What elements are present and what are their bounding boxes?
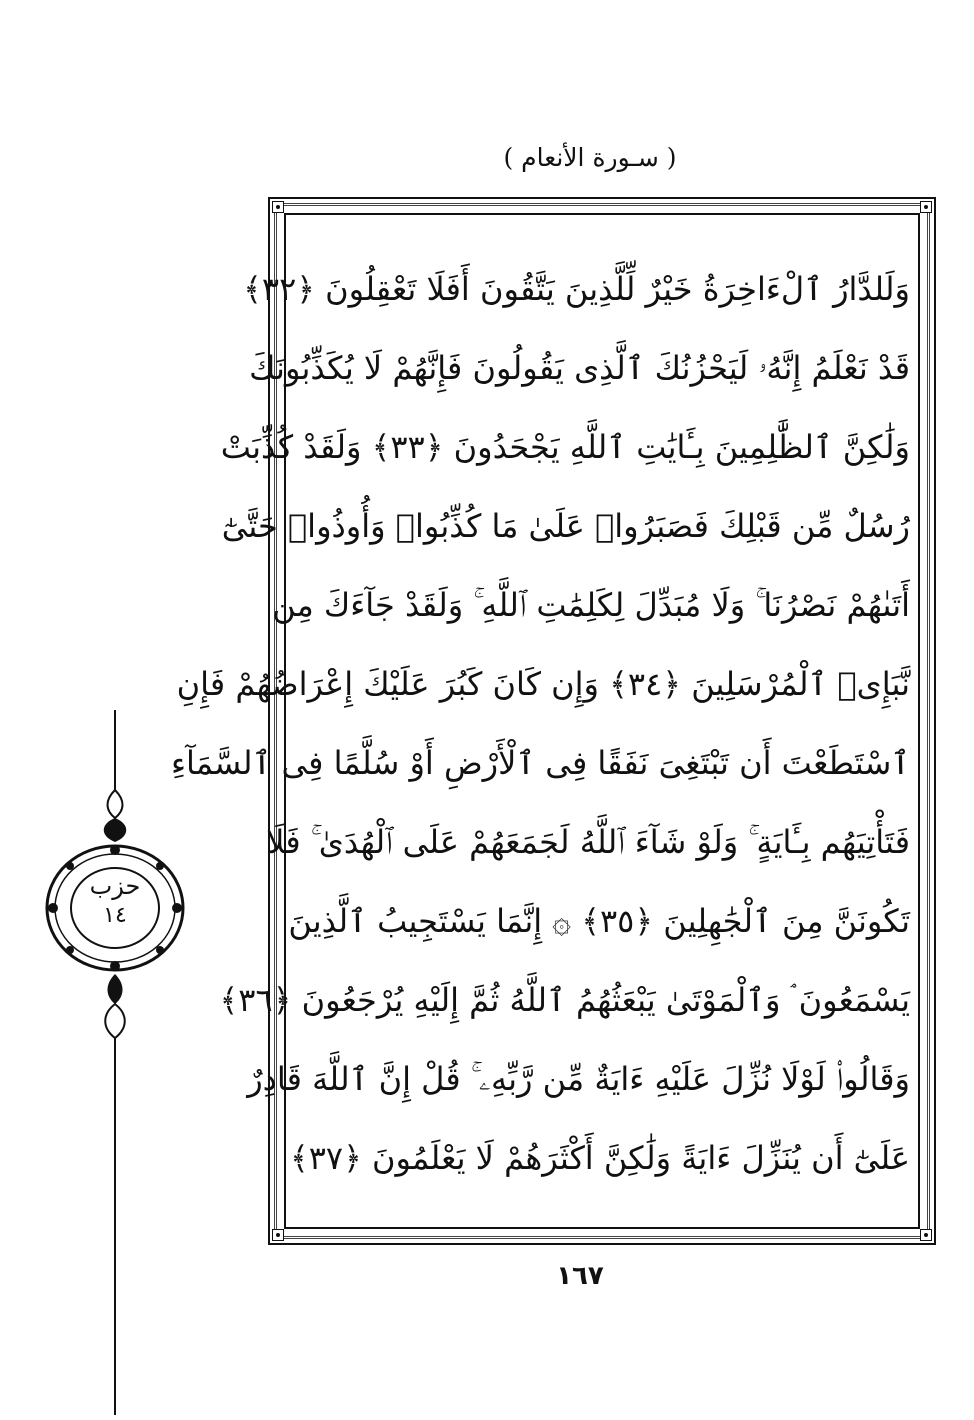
corner-ornament-top-left: [272, 201, 284, 213]
hizb-number: ١٤: [103, 903, 127, 928]
verse-text-block: [170, 250, 910, 1200]
surah-header: ( سـورة الأنعام ): [503, 143, 677, 172]
verse-line: قَدْ نَعْلَمُ إِنَّهُۥ لَيَحْزُنُكَ ٱلَّذِى يَقُولُونَ فَإِنَّهُمْ لَا يُكَذِّبُونَكَ: [249, 349, 910, 387]
verse-line: وَلَلدَّارُ ٱلْءَاخِرَةُ خَيْرٌ لِّلَّذِينَ يَتَّقُونَ أَفَلَا تَعْقِلُونَ ﴿٣٢﴾: [243, 270, 910, 308]
verse-line: رُسُلٌ مِّن قَبْلِكَ فَصَبَرُوا۟ عَلَىٰ مَا كُذِّبُوا۟ وَأُوذُوا۟ حَتَّىٰٓ: [221, 507, 910, 545]
verse-line: أَتَىٰهُمْ نَصْرُنَا ۚ وَلَا مُبَدِّلَ لِكَلِمَٰتِ ٱللَّهِ ۚ وَلَقَدْ جَآءَكَ مِن: [272, 586, 910, 624]
verse-line: وَقَالُوا۟ لَوْلَا نُزِّلَ عَلَيْهِ ءَايَةٌ مِّن رَّبِّهِۦ ۚ قُلْ إِنَّ ٱللَّهَ قَادِرٌ: [247, 1060, 910, 1098]
verse-line: وَلَٰكِنَّ ٱلظَّٰلِمِينَ بِـَٔايَٰتِ ٱللَّهِ يَجْحَدُونَ ﴿٣٣﴾ وَلَقَدْ كُذِّبَتْ: [220, 428, 910, 466]
verse-line: ٱسْتَطَعْتَ أَن تَبْتَغِىَ نَفَقًا فِى ٱلْأَرْضِ أَوْ سُلَّمًا فِى ٱلسَّمَآءِ: [170, 744, 910, 782]
verse-line: عَلَىٰٓ أَن يُنَزِّلَ ءَايَةً وَلَٰكِنَّ أَكْثَرَهُمْ لَا يَعْلَمُونَ ﴿٣٧﴾: [289, 1139, 910, 1177]
hizb-marker: [70, 870, 160, 940]
corner-ornament-bottom-right: [920, 1229, 932, 1241]
hizb-label: حزب: [89, 872, 141, 900]
verse-line: يَسْمَعُونَ ۘ وَٱلْمَوْتَىٰ يَبْعَثُهُمُ ٱللَّهُ ثُمَّ إِلَيْهِ يُرْجَعُونَ ﴿٣٦﴾: [219, 981, 910, 1019]
corner-ornament-bottom-left: [272, 1229, 284, 1241]
hizb-medallion-icon: [30, 700, 200, 1420]
corner-ornament-top-right: [920, 201, 932, 213]
verse-line: فَتَأْتِيَهُم بِـَٔايَةٍ ۚ وَلَوْ شَآءَ ٱللَّهُ لَجَمَعَهُمْ عَلَى ٱلْهُدَىٰ ۚ فَلَا: [266, 823, 910, 861]
page-number: ١٦٧: [556, 1261, 604, 1291]
verse-line: تَكُونَنَّ مِنَ ٱلْجَٰهِلِينَ ﴿٣٥﴾ ۞ إِنَّمَا يَسْتَجِيبُ ٱلَّذِينَ: [288, 902, 910, 940]
verse-line: نَّبَإِى۟ ٱلْمُرْسَلِينَ ﴿٣٤﴾ وَإِن كَانَ كَبُرَ عَلَيْكَ إِعْرَاضُهُمْ فَإِنِ: [176, 665, 910, 703]
